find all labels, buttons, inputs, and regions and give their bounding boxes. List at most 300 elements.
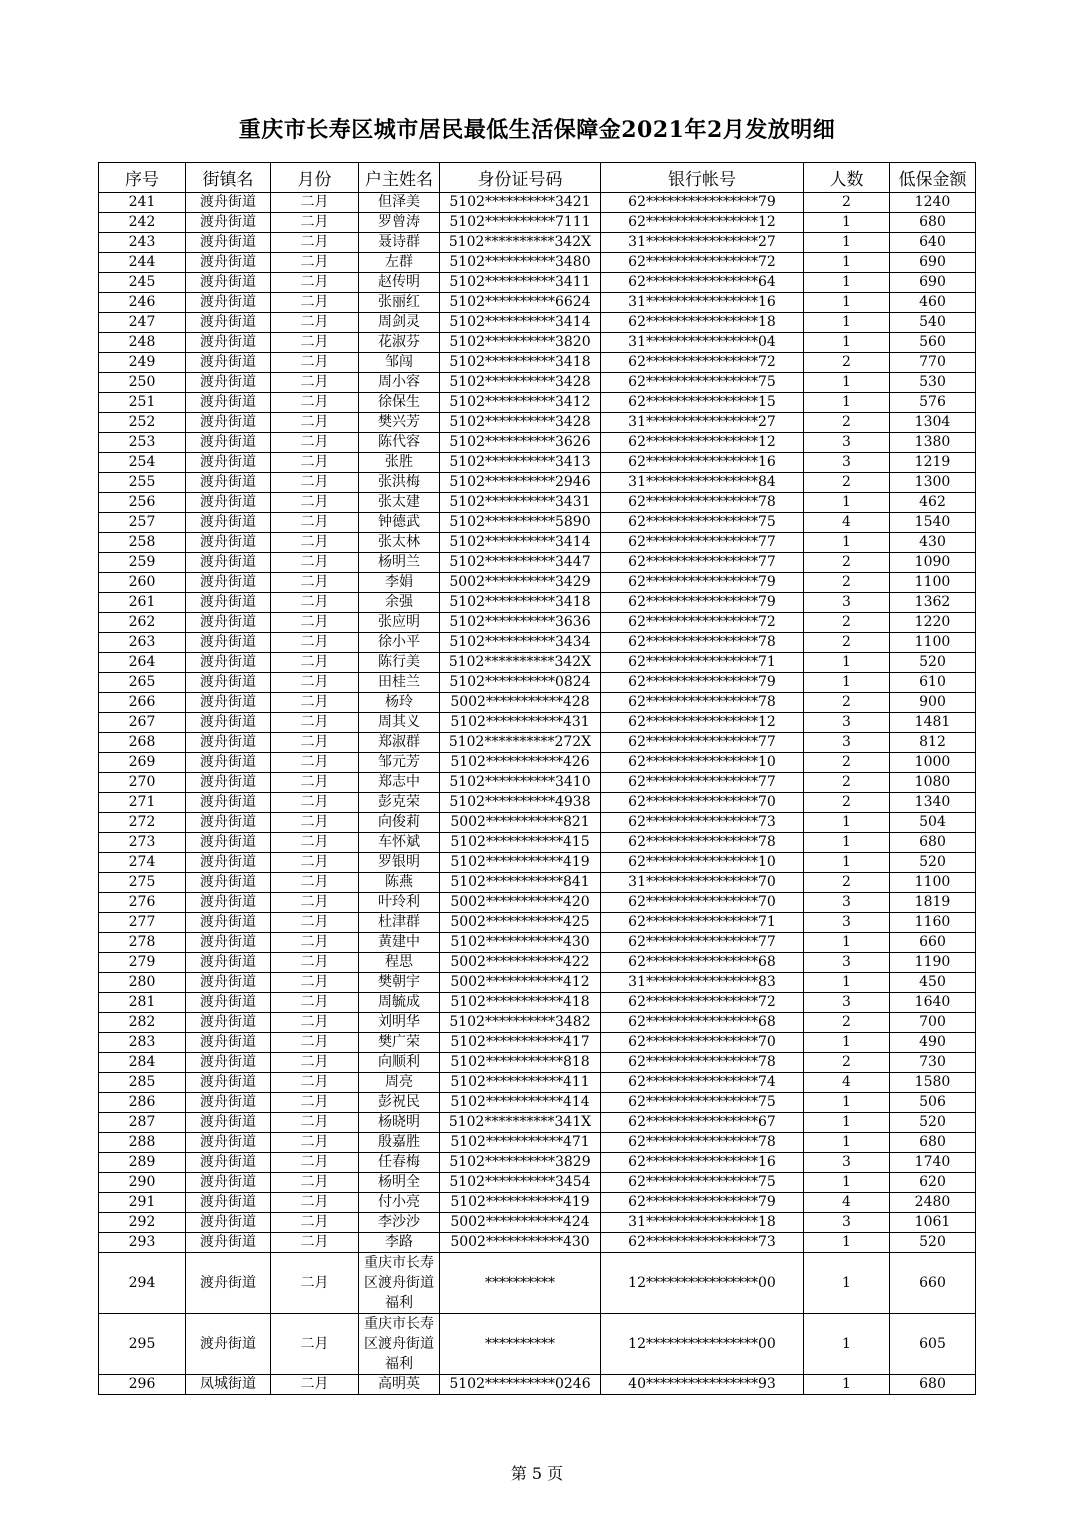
cell-bank-account: 62****************75 [601, 1173, 804, 1193]
cell-id-number: 5102**********342X [440, 233, 601, 253]
cell-amount: 1061 [890, 1213, 976, 1233]
cell-amount: 1640 [890, 993, 976, 1013]
cell-persons: 1 [804, 373, 890, 393]
cell-householder: 左群 [359, 253, 440, 273]
cell-month: 二月 [271, 1093, 359, 1113]
cell-persons: 1 [804, 1133, 890, 1153]
cell-id-number: 5102**********5890 [440, 513, 601, 533]
cell-index: 249 [99, 353, 186, 373]
cell-id-number: 5002***********420 [440, 893, 601, 913]
cell-month: 二月 [271, 853, 359, 873]
cell-persons: 1 [804, 1253, 890, 1314]
cell-month: 二月 [271, 1113, 359, 1133]
cell-index: 261 [99, 593, 186, 613]
cell-id-number: 5102***********414 [440, 1093, 601, 1113]
cell-householder: 周小容 [359, 373, 440, 393]
cell-bank-account: 62****************78 [601, 693, 804, 713]
cell-index: 280 [99, 973, 186, 993]
cell-id-number: 5102***********841 [440, 873, 601, 893]
cell-street: 渡舟街道 [186, 253, 271, 273]
cell-amount: 2480 [890, 1193, 976, 1213]
cell-id-number: 5002***********430 [440, 1233, 601, 1253]
cell-month: 二月 [271, 1173, 359, 1193]
cell-householder: 但泽美 [359, 193, 440, 213]
table-row [99, 733, 976, 753]
cell-street: 渡舟街道 [186, 953, 271, 973]
cell-index: 253 [99, 433, 186, 453]
cell-month: 二月 [271, 193, 359, 213]
cell-persons: 1 [804, 1113, 890, 1133]
cell-street: 渡舟街道 [186, 773, 271, 793]
cell-amount: 900 [890, 693, 976, 713]
cell-id-number: 5102***********419 [440, 1193, 601, 1213]
cell-householder: 花淑芬 [359, 333, 440, 353]
cell-amount: 540 [890, 313, 976, 333]
cell-persons: 1 [804, 1093, 890, 1113]
cell-amount: 770 [890, 353, 976, 373]
cell-persons: 3 [804, 593, 890, 613]
cell-id-number: 5102**********3636 [440, 613, 601, 633]
cell-index: 274 [99, 853, 186, 873]
cell-amount: 1190 [890, 953, 976, 973]
cell-id-number: 5002***********428 [440, 693, 601, 713]
cell-bank-account: 62****************77 [601, 933, 804, 953]
cell-index: 265 [99, 673, 186, 693]
cell-householder: 李娟 [359, 573, 440, 593]
cell-id-number: 5102**********3428 [440, 413, 601, 433]
cell-index: 296 [99, 1375, 186, 1395]
table-row [99, 1193, 976, 1213]
table-row [99, 233, 976, 253]
cell-persons: 2 [804, 613, 890, 633]
table-row [99, 1113, 976, 1133]
page-number: 第 5 页 [510, 1464, 564, 1483]
table-row [99, 1253, 976, 1314]
cell-id-number: 5102**********4938 [440, 793, 601, 813]
cell-street: 渡舟街道 [186, 653, 271, 673]
cell-street: 渡舟街道 [186, 973, 271, 993]
cell-id-number: 5102**********2946 [440, 473, 601, 493]
cell-street: 渡舟街道 [186, 413, 271, 433]
col-header-month: 月份 [271, 163, 359, 193]
cell-month: 二月 [271, 473, 359, 493]
cell-street: 渡舟街道 [186, 1153, 271, 1173]
cell-householder: 陈代容 [359, 433, 440, 453]
cell-persons: 4 [804, 1193, 890, 1213]
cell-street: 渡舟街道 [186, 1133, 271, 1153]
cell-street: 渡舟街道 [186, 713, 271, 733]
cell-persons: 2 [804, 193, 890, 213]
cell-bank-account: 40****************93 [601, 1375, 804, 1395]
cell-month: 二月 [271, 713, 359, 733]
cell-street: 渡舟街道 [186, 1213, 271, 1233]
cell-bank-account: 62****************70 [601, 1033, 804, 1053]
table-row [99, 213, 976, 233]
cell-street: 渡舟街道 [186, 1173, 271, 1193]
cell-amount: 450 [890, 973, 976, 993]
cell-month: 二月 [271, 1213, 359, 1233]
cell-index: 241 [99, 193, 186, 213]
cell-householder: 邹闯 [359, 353, 440, 373]
cell-month: 二月 [271, 213, 359, 233]
cell-month: 二月 [271, 593, 359, 613]
cell-street: 渡舟街道 [186, 573, 271, 593]
cell-persons: 2 [804, 1013, 890, 1033]
cell-persons: 1 [804, 673, 890, 693]
cell-amount: 1362 [890, 593, 976, 613]
cell-street: 凤城街道 [186, 1375, 271, 1395]
table-row [99, 613, 976, 633]
cell-householder: 徐小平 [359, 633, 440, 653]
cell-householder: 周剑灵 [359, 313, 440, 333]
col-header-street: 街镇名 [186, 163, 271, 193]
cell-month: 二月 [271, 693, 359, 713]
table-row [99, 1314, 976, 1375]
cell-persons: 1 [804, 653, 890, 673]
cell-month: 二月 [271, 773, 359, 793]
cell-amount: 680 [890, 1375, 976, 1395]
table-body [99, 193, 976, 1395]
cell-index: 248 [99, 333, 186, 353]
cell-amount: 1481 [890, 713, 976, 733]
cell-householder: 周亮 [359, 1073, 440, 1093]
cell-month: 二月 [271, 813, 359, 833]
cell-householder: 樊朝宇 [359, 973, 440, 993]
cell-amount: 680 [890, 833, 976, 853]
allowance-table [98, 162, 976, 1395]
cell-persons: 1 [804, 933, 890, 953]
cell-id-number: 5102**********3626 [440, 433, 601, 453]
cell-persons: 1 [804, 393, 890, 413]
cell-amount: 1740 [890, 1153, 976, 1173]
cell-month: 二月 [271, 313, 359, 333]
cell-index: 281 [99, 993, 186, 1013]
cell-month: 二月 [271, 893, 359, 913]
cell-bank-account: 62****************70 [601, 893, 804, 913]
cell-amount: 640 [890, 233, 976, 253]
cell-householder: 杜津群 [359, 913, 440, 933]
cell-bank-account: 62****************10 [601, 853, 804, 873]
cell-id-number: 5102***********419 [440, 853, 601, 873]
cell-amount: 1240 [890, 193, 976, 213]
cell-bank-account: 62****************75 [601, 1093, 804, 1113]
cell-bank-account: 62****************15 [601, 393, 804, 413]
cell-amount: 1160 [890, 913, 976, 933]
table-row [99, 1093, 976, 1113]
cell-householder: 张丽红 [359, 293, 440, 313]
table-row [99, 273, 976, 293]
cell-index: 264 [99, 653, 186, 673]
cell-persons: 2 [804, 573, 890, 593]
cell-street: 渡舟街道 [186, 433, 271, 453]
cell-householder: 周其义 [359, 713, 440, 733]
cell-street: 渡舟街道 [186, 993, 271, 1013]
cell-householder: 黄建中 [359, 933, 440, 953]
cell-householder: 郑淑群 [359, 733, 440, 753]
cell-month: 二月 [271, 453, 359, 473]
cell-month: 二月 [271, 233, 359, 253]
cell-persons: 4 [804, 513, 890, 533]
cell-amount: 1300 [890, 473, 976, 493]
cell-householder: 聂诗群 [359, 233, 440, 253]
cell-persons: 2 [804, 473, 890, 493]
cell-street: 渡舟街道 [186, 933, 271, 953]
cell-id-number: 5102**********3447 [440, 553, 601, 573]
table-row [99, 973, 976, 993]
cell-bank-account: 62****************12 [601, 213, 804, 233]
cell-id-number: 5102**********3411 [440, 273, 601, 293]
cell-month: 二月 [271, 513, 359, 533]
cell-index: 246 [99, 293, 186, 313]
cell-householder: 向俊莉 [359, 813, 440, 833]
table-row [99, 673, 976, 693]
cell-householder: 车怀斌 [359, 833, 440, 853]
cell-amount: 1090 [890, 553, 976, 573]
cell-amount: 520 [890, 1113, 976, 1133]
cell-amount: 700 [890, 1013, 976, 1033]
cell-persons: 1 [804, 813, 890, 833]
cell-bank-account: 12****************00 [601, 1253, 804, 1314]
cell-householder: 樊广荣 [359, 1033, 440, 1053]
cell-persons: 1 [804, 1233, 890, 1253]
cell-amount: 730 [890, 1053, 976, 1073]
cell-street: 渡舟街道 [186, 313, 271, 333]
cell-index: 286 [99, 1093, 186, 1113]
cell-amount: 520 [890, 1233, 976, 1253]
cell-month: 二月 [271, 1013, 359, 1033]
page-title: 重庆市长寿区城市居民最低生活保障金2021年2月发放明细 [238, 117, 836, 143]
cell-index: 293 [99, 1233, 186, 1253]
cell-amount: 690 [890, 253, 976, 273]
cell-householder: 李沙沙 [359, 1213, 440, 1233]
table-row [99, 633, 976, 653]
cell-amount: 1219 [890, 453, 976, 473]
table-row [99, 953, 976, 973]
cell-householder: 周毓成 [359, 993, 440, 1013]
cell-id-number: ********** [440, 1314, 601, 1375]
cell-bank-account: 62****************77 [601, 773, 804, 793]
cell-index: 247 [99, 313, 186, 333]
cell-index: 282 [99, 1013, 186, 1033]
cell-id-number: 5102**********3418 [440, 593, 601, 613]
cell-amount: 490 [890, 1033, 976, 1053]
table-row [99, 1213, 976, 1233]
cell-street: 渡舟街道 [186, 873, 271, 893]
cell-id-number: 5102**********3431 [440, 493, 601, 513]
cell-index: 262 [99, 613, 186, 633]
cell-index: 272 [99, 813, 186, 833]
cell-householder: 刘明华 [359, 1013, 440, 1033]
cell-index: 283 [99, 1033, 186, 1053]
cell-persons: 1 [804, 1033, 890, 1053]
cell-bank-account: 62****************77 [601, 533, 804, 553]
cell-index: 279 [99, 953, 186, 973]
cell-householder: 张应明 [359, 613, 440, 633]
cell-bank-account: 62****************67 [601, 1113, 804, 1133]
cell-street: 渡舟街道 [186, 1013, 271, 1033]
cell-id-number: 5102**********3413 [440, 453, 601, 473]
table-row [99, 1033, 976, 1053]
cell-month: 二月 [271, 1133, 359, 1153]
cell-bank-account: 62****************78 [601, 493, 804, 513]
cell-month: 二月 [271, 633, 359, 653]
cell-index: 242 [99, 213, 186, 233]
cell-index: 259 [99, 553, 186, 573]
cell-month: 二月 [271, 793, 359, 813]
table-row [99, 1013, 976, 1033]
cell-householder: 陈燕 [359, 873, 440, 893]
cell-month: 二月 [271, 1314, 359, 1375]
table-row [99, 713, 976, 733]
cell-persons: 2 [804, 353, 890, 373]
table-row [99, 493, 976, 513]
cell-householder: 重庆市长寿区渡舟街道福利 [359, 1253, 440, 1314]
cell-householder: 向顺利 [359, 1053, 440, 1073]
table-row [99, 1133, 976, 1153]
cell-bank-account: 62****************78 [601, 633, 804, 653]
table-row [99, 1053, 976, 1073]
cell-street: 渡舟街道 [186, 593, 271, 613]
cell-householder: 余强 [359, 593, 440, 613]
cell-householder: 重庆市长寿区渡舟街道福利 [359, 1314, 440, 1375]
cell-persons: 1 [804, 1375, 890, 1395]
cell-persons: 3 [804, 1213, 890, 1233]
cell-householder: 李路 [359, 1233, 440, 1253]
cell-bank-account: 31****************27 [601, 413, 804, 433]
cell-householder: 张太林 [359, 533, 440, 553]
cell-amount: 1819 [890, 893, 976, 913]
cell-persons: 1 [804, 973, 890, 993]
cell-bank-account: 62****************72 [601, 353, 804, 373]
table-row [99, 333, 976, 353]
cell-street: 渡舟街道 [186, 693, 271, 713]
cell-persons: 1 [804, 833, 890, 853]
table-row [99, 993, 976, 1013]
cell-index: 269 [99, 753, 186, 773]
cell-bank-account: 62****************16 [601, 453, 804, 473]
cell-id-number: 5102**********6624 [440, 293, 601, 313]
cell-id-number: 5102**********3829 [440, 1153, 601, 1173]
cell-index: 263 [99, 633, 186, 653]
cell-street: 渡舟街道 [186, 853, 271, 873]
table-row [99, 453, 976, 473]
cell-month: 二月 [271, 733, 359, 753]
cell-id-number: 5102***********418 [440, 993, 601, 1013]
cell-householder: 邹元芳 [359, 753, 440, 773]
table-row [99, 253, 976, 273]
cell-householder: 郑志中 [359, 773, 440, 793]
cell-bank-account: 12****************00 [601, 1314, 804, 1375]
cell-persons: 1 [804, 293, 890, 313]
cell-householder: 殷嘉胜 [359, 1133, 440, 1153]
cell-index: 267 [99, 713, 186, 733]
table-row [99, 933, 976, 953]
cell-index: 252 [99, 413, 186, 433]
cell-bank-account: 31****************84 [601, 473, 804, 493]
table-row [99, 393, 976, 413]
cell-amount: 1080 [890, 773, 976, 793]
cell-index: 285 [99, 1073, 186, 1093]
cell-amount: 520 [890, 853, 976, 873]
cell-amount: 506 [890, 1093, 976, 1113]
cell-bank-account: 62****************12 [601, 713, 804, 733]
cell-month: 二月 [271, 913, 359, 933]
cell-street: 渡舟街道 [186, 473, 271, 493]
cell-street: 渡舟街道 [186, 553, 271, 573]
cell-householder: 彭克荣 [359, 793, 440, 813]
cell-householder: 叶玲利 [359, 893, 440, 913]
cell-month: 二月 [271, 1233, 359, 1253]
cell-persons: 3 [804, 993, 890, 1013]
cell-id-number: 5002***********422 [440, 953, 601, 973]
cell-street: 渡舟街道 [186, 1093, 271, 1113]
cell-street: 渡舟街道 [186, 213, 271, 233]
table-row [99, 853, 976, 873]
cell-month: 二月 [271, 1053, 359, 1073]
cell-month: 二月 [271, 753, 359, 773]
cell-month: 二月 [271, 653, 359, 673]
cell-id-number: 5102***********411 [440, 1073, 601, 1093]
cell-street: 渡舟街道 [186, 393, 271, 413]
cell-id-number: 5102**********3454 [440, 1173, 601, 1193]
table-row [99, 813, 976, 833]
cell-month: 二月 [271, 1193, 359, 1213]
cell-id-number: 5102**********0824 [440, 673, 601, 693]
col-header-bank-account: 银行帐号 [601, 163, 804, 193]
cell-index: 290 [99, 1173, 186, 1193]
cell-persons: 2 [804, 753, 890, 773]
cell-id-number: 5102***********426 [440, 753, 601, 773]
cell-index: 271 [99, 793, 186, 813]
cell-id-number: 5102**********272X [440, 733, 601, 753]
cell-bank-account: 62****************70 [601, 793, 804, 813]
cell-persons: 3 [804, 433, 890, 453]
cell-street: 渡舟街道 [186, 193, 271, 213]
cell-amount: 430 [890, 533, 976, 553]
cell-month: 二月 [271, 333, 359, 353]
cell-street: 渡舟街道 [186, 333, 271, 353]
cell-persons: 3 [804, 913, 890, 933]
cell-street: 渡舟街道 [186, 633, 271, 653]
cell-index: 258 [99, 533, 186, 553]
cell-persons: 2 [804, 1053, 890, 1073]
cell-street: 渡舟街道 [186, 1113, 271, 1133]
cell-month: 二月 [271, 953, 359, 973]
cell-bank-account: 62****************10 [601, 753, 804, 773]
table-row [99, 793, 976, 813]
cell-amount: 610 [890, 673, 976, 693]
table-row [99, 773, 976, 793]
cell-amount: 520 [890, 653, 976, 673]
cell-month: 二月 [271, 533, 359, 553]
cell-street: 渡舟街道 [186, 913, 271, 933]
cell-amount: 1340 [890, 793, 976, 813]
cell-id-number: 5002***********424 [440, 1213, 601, 1233]
cell-amount: 1100 [890, 633, 976, 653]
cell-bank-account: 62****************16 [601, 1153, 804, 1173]
cell-street: 渡舟街道 [186, 733, 271, 753]
cell-street: 渡舟街道 [186, 233, 271, 253]
cell-id-number: 5002***********412 [440, 973, 601, 993]
cell-amount: 460 [890, 293, 976, 313]
cell-index: 250 [99, 373, 186, 393]
cell-persons: 2 [804, 873, 890, 893]
cell-month: 二月 [271, 1253, 359, 1314]
cell-index: 288 [99, 1133, 186, 1153]
cell-amount: 1304 [890, 413, 976, 433]
cell-id-number: 5102***********471 [440, 1133, 601, 1153]
cell-index: 295 [99, 1314, 186, 1375]
